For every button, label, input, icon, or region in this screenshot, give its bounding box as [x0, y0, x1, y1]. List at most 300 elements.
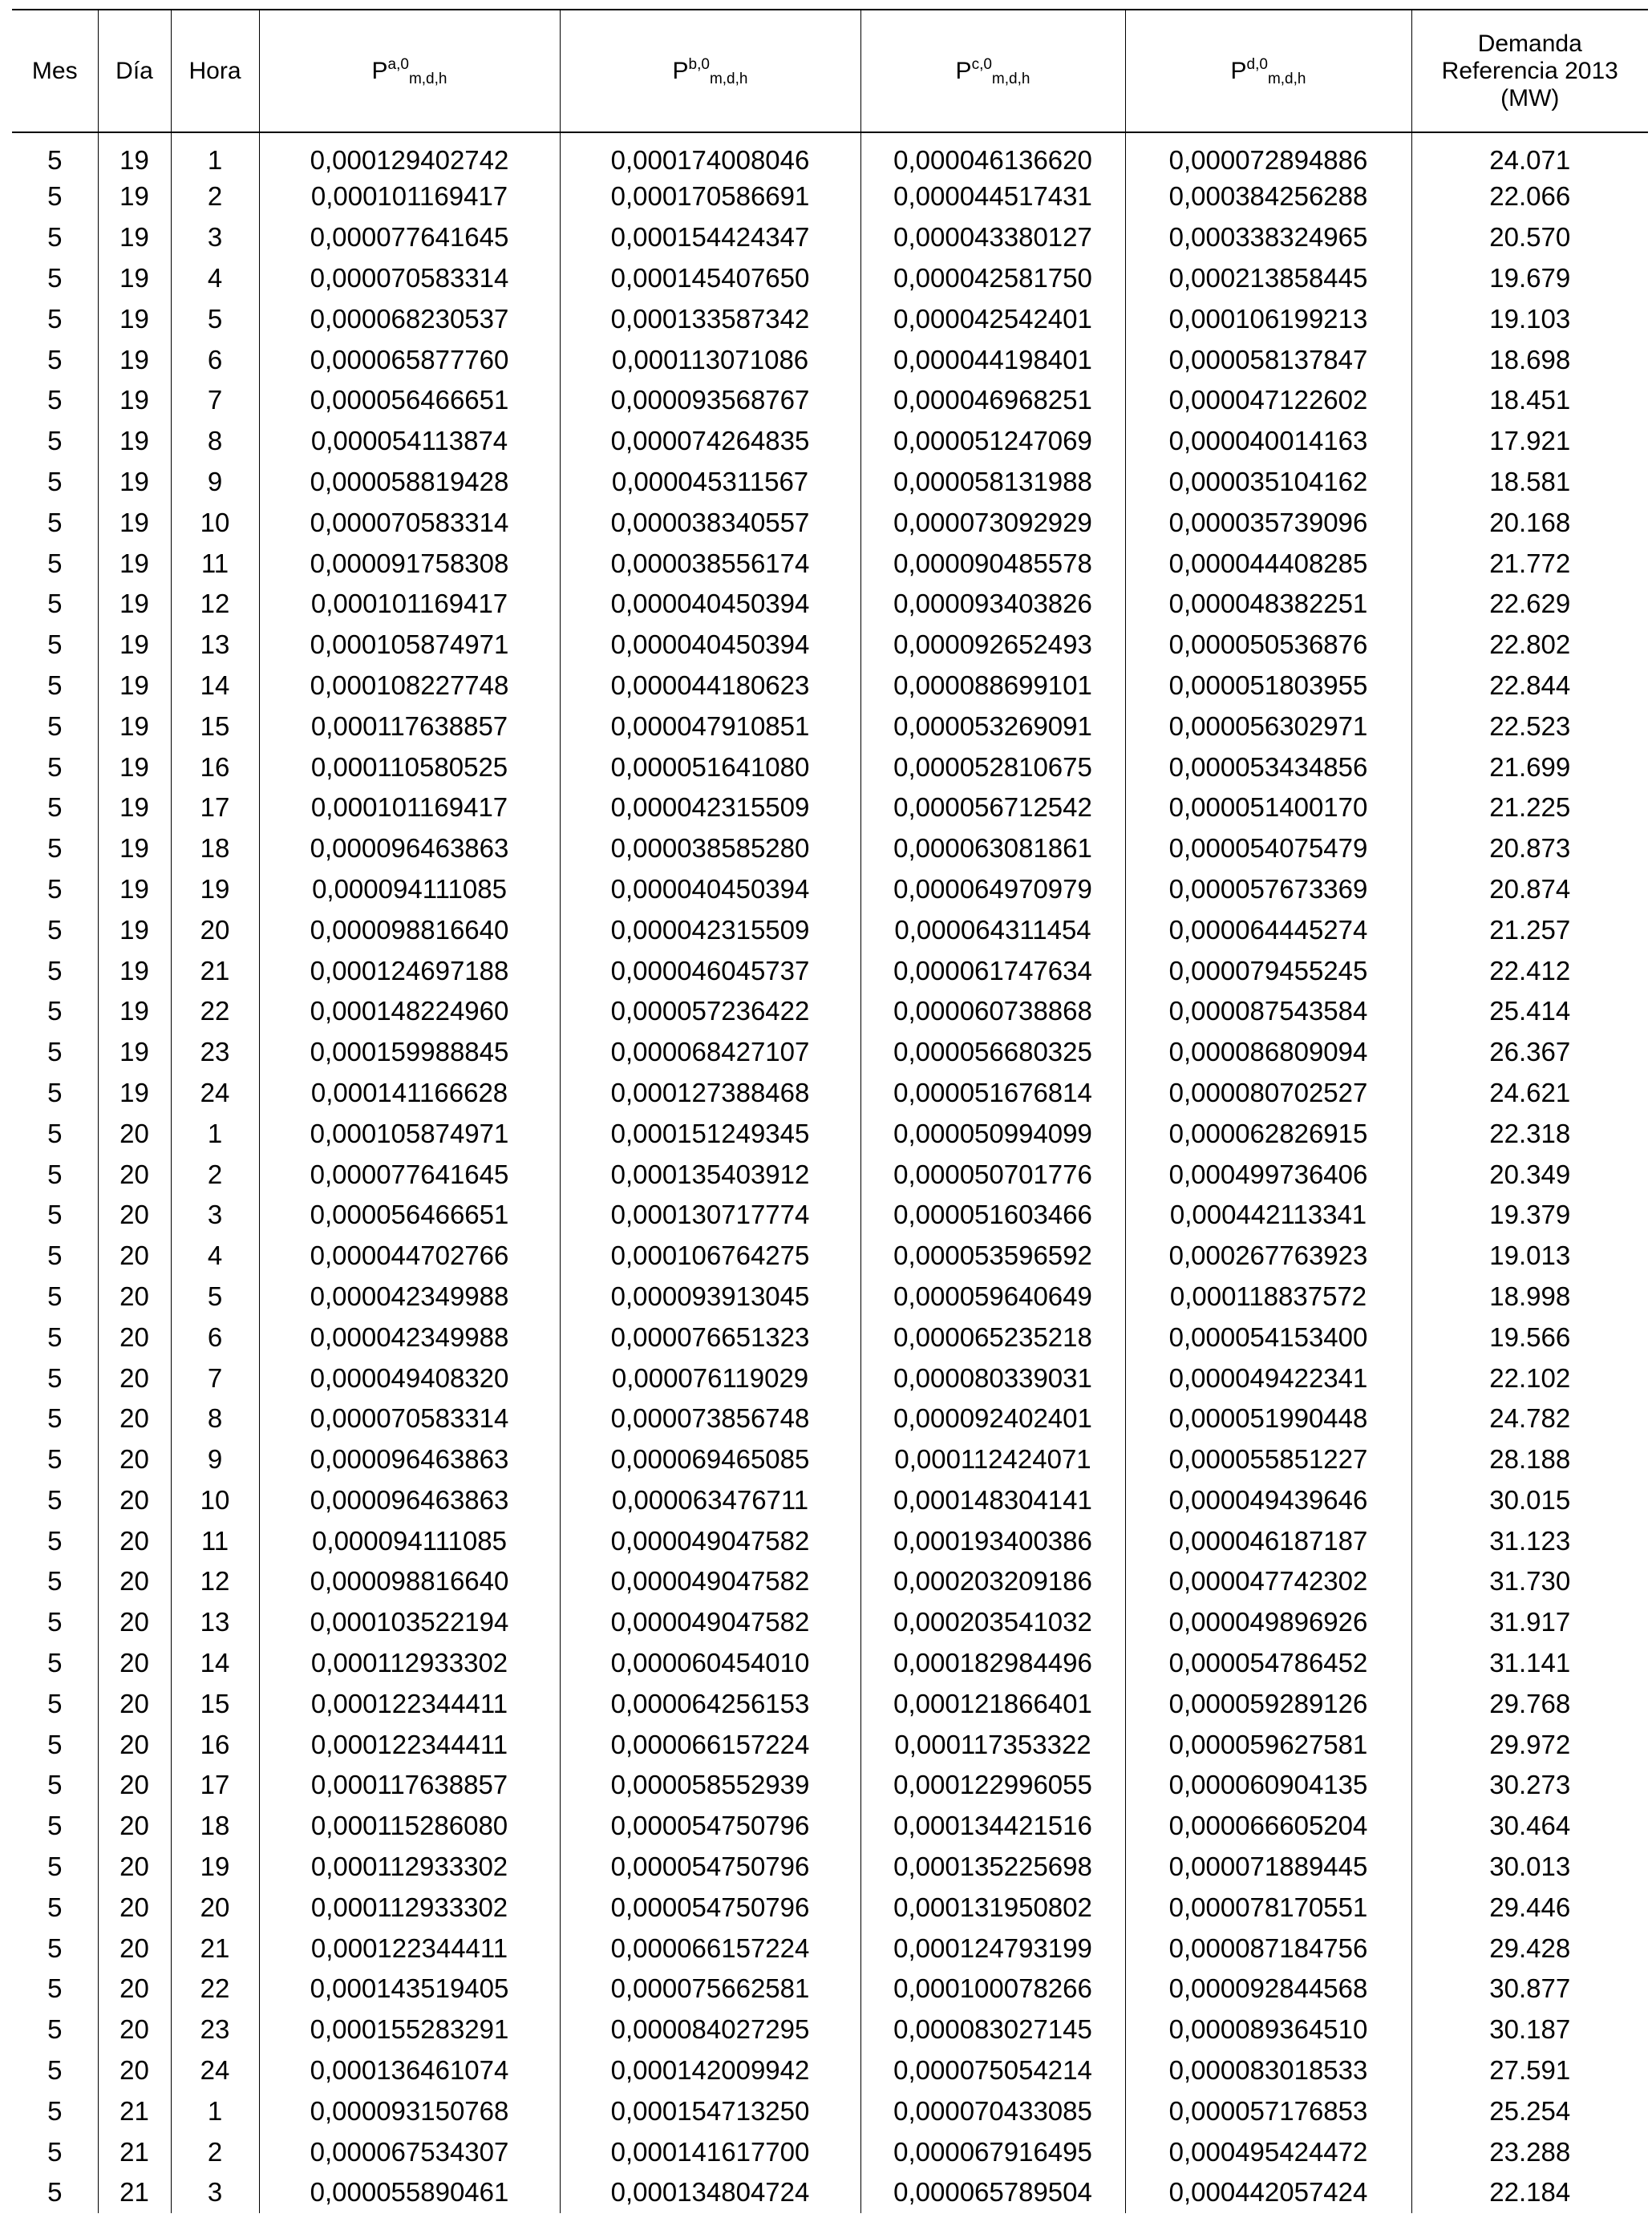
cell-mes: 5 [47, 2014, 63, 2045]
cell-demanda: 25.414 [1411, 991, 1648, 1032]
table-row [12, 1073, 1648, 1114]
table-row [12, 1154, 1648, 1195]
cell-demanda: 21.257 [1411, 909, 1648, 950]
cell-pb: 0,000154424347 [560, 217, 860, 258]
cell-pa: 0,000124697188 [259, 950, 560, 991]
cell-pa: 0,000148224960 [259, 991, 560, 1032]
cell-pa: 0,000110580525 [259, 747, 560, 787]
cell-hora: 19 [171, 869, 259, 910]
cell-pc: 0,000070433085 [860, 2090, 1125, 2131]
cell-pa: 0,000068230537 [259, 298, 560, 339]
table-row [12, 1439, 1648, 1480]
cell-hora: 7 [171, 380, 259, 421]
cell-pb: 0,000142009942 [560, 2050, 860, 2091]
header-pa-base: P [371, 57, 388, 84]
cell-mes: 5 [47, 833, 63, 864]
cell-hora: 21 [171, 950, 259, 991]
cell-pb: 0,000141617700 [560, 2131, 860, 2172]
cell-pc: 0,000058131988 [860, 462, 1125, 503]
cell-pd: 0,000057673369 [1125, 869, 1411, 910]
cell-pc: 0,000122996055 [860, 1765, 1125, 1806]
cell-dia: 20 [98, 1806, 171, 1847]
cell-pc: 0,000059640649 [860, 1277, 1125, 1317]
cell-demanda: 30.187 [1411, 2009, 1648, 2050]
cell-hora: 12 [171, 584, 259, 625]
table-row [12, 1806, 1648, 1847]
cell-mes: 5 [47, 1362, 63, 1393]
cell-pb: 0,000057236422 [560, 991, 860, 1032]
cell-pb: 0,000075662581 [560, 1969, 860, 2009]
table-row [12, 584, 1648, 625]
cell-pb: 0,000049047582 [560, 1602, 860, 1643]
cell-mes: 5 [47, 1484, 63, 1515]
cell-hora: 2 [171, 1154, 259, 1195]
cell-dia: 19 [98, 543, 171, 584]
cell-pb: 0,000074264835 [560, 421, 860, 462]
header-pa-sub: m,d,h [408, 70, 447, 87]
cell-demanda: 24.782 [1411, 1398, 1648, 1439]
cell-pd: 0,000087184756 [1125, 1928, 1411, 1969]
cell-demanda: 19.679 [1411, 258, 1648, 299]
cell-mes: 5 [47, 873, 63, 904]
cell-pc: 0,000050994099 [860, 1113, 1125, 1154]
cell-pd: 0,000044408285 [1125, 543, 1411, 584]
table-row [12, 2131, 1648, 2172]
cell-pc: 0,000063081861 [860, 828, 1125, 869]
cell-pa: 0,000117638857 [259, 706, 560, 747]
cell-demanda: 22.802 [1411, 625, 1648, 666]
cell-hora: 12 [171, 1561, 259, 1602]
cell-hora: 4 [171, 258, 259, 299]
cell-pc: 0,000053596592 [860, 1236, 1125, 1277]
cell-pb: 0,000054750796 [560, 1806, 860, 1847]
header-demanda-line3: (MW) [1500, 84, 1560, 111]
cell-hora: 6 [171, 339, 259, 380]
cell-dia: 19 [98, 462, 171, 503]
cell-pb: 0,000054750796 [560, 1887, 860, 1928]
cell-mes: 5 [47, 1281, 63, 1311]
table-row [12, 2009, 1648, 2050]
cell-mes: 5 [47, 2055, 63, 2086]
cell-pd: 0,000055851227 [1125, 1439, 1411, 1480]
cell-demanda: 30.877 [1411, 1969, 1648, 2009]
cell-dia: 19 [98, 909, 171, 950]
cell-pd: 0,000051990448 [1125, 1398, 1411, 1439]
cell-mes: 5 [47, 385, 63, 415]
header-pc-sub: m,d,h [991, 70, 1030, 87]
cell-demanda: 18.451 [1411, 380, 1648, 421]
cell-demanda: 24.621 [1411, 1073, 1648, 1114]
cell-pa: 0,000122344411 [259, 1683, 560, 1724]
header-demanda [1411, 10, 1648, 132]
cell-mes: 5 [47, 1525, 63, 1556]
cell-pb: 0,000066157224 [560, 1928, 860, 1969]
header-pd [1125, 10, 1411, 132]
cell-pb: 0,000044180623 [560, 666, 860, 706]
cell-pa: 0,000070583314 [259, 258, 560, 299]
cell-pd: 0,000213858445 [1125, 258, 1411, 299]
cell-pc: 0,000051676814 [860, 1073, 1125, 1114]
cell-pa: 0,000094111085 [259, 1520, 560, 1561]
cell-pc: 0,000052810675 [860, 747, 1125, 787]
cell-pc: 0,000044517431 [860, 176, 1125, 217]
cell-dia: 19 [98, 339, 171, 380]
cell-demanda: 23.288 [1411, 2131, 1648, 2172]
header-hora: Hora [171, 10, 259, 132]
cell-hora: 13 [171, 625, 259, 666]
table-row [12, 217, 1648, 258]
cell-demanda: 31.730 [1411, 1561, 1648, 1602]
cell-pa: 0,000112933302 [259, 1887, 560, 1928]
cell-dia: 20 [98, 1317, 171, 1358]
cell-demanda: 18.698 [1411, 339, 1648, 380]
cell-mes: 5 [47, 1892, 63, 1922]
cell-mes: 5 [47, 426, 63, 456]
cell-hora: 22 [171, 991, 259, 1032]
header-pa [259, 10, 560, 132]
cell-pd: 0,000066605204 [1125, 1806, 1411, 1847]
cell-dia: 19 [98, 421, 171, 462]
cell-pa: 0,000101169417 [259, 584, 560, 625]
table-row [12, 1561, 1648, 1602]
cell-pa: 0,000103522194 [259, 1602, 560, 1643]
cell-mes: 5 [47, 344, 63, 374]
cell-pb: 0,000130717774 [560, 1195, 860, 1236]
header-pc-base: P [955, 57, 972, 84]
cell-demanda: 26.367 [1411, 1032, 1648, 1073]
table-row [12, 502, 1648, 543]
cell-hora: 15 [171, 1683, 259, 1724]
cell-mes: 5 [47, 1240, 63, 1271]
header-pd-sup: d,0 [1246, 55, 1268, 73]
cell-pd: 0,000046187187 [1125, 1520, 1411, 1561]
cell-demanda: 22.184 [1411, 2172, 1648, 2213]
cell-pc: 0,000090485578 [860, 543, 1125, 584]
cell-demanda: 24.071 [1411, 132, 1648, 176]
cell-pd: 0,000054153400 [1125, 1317, 1411, 1358]
cell-pa: 0,000056466651 [259, 1195, 560, 1236]
table-row [12, 1724, 1648, 1765]
cell-pc: 0,000042581750 [860, 258, 1125, 299]
table-row [12, 132, 1648, 176]
cell-dia: 20 [98, 1724, 171, 1765]
cell-demanda: 22.066 [1411, 176, 1648, 217]
cell-dia: 20 [98, 1928, 171, 1969]
cell-hora: 4 [171, 1236, 259, 1277]
cell-pb: 0,000068427107 [560, 1032, 860, 1073]
table-row [12, 462, 1648, 503]
cell-mes: 5 [47, 507, 63, 537]
table-row [12, 380, 1648, 421]
header-pb-base: P [672, 57, 689, 84]
cell-demanda: 20.168 [1411, 502, 1648, 543]
cell-demanda: 18.581 [1411, 462, 1648, 503]
cell-pb: 0,000042315509 [560, 909, 860, 950]
table-row [12, 1277, 1648, 1317]
cell-pb: 0,000073856748 [560, 1398, 860, 1439]
cell-pa: 0,000042349988 [259, 1317, 560, 1358]
cell-pb: 0,000076651323 [560, 1317, 860, 1358]
cell-mes: 5 [47, 629, 63, 660]
cell-dia: 21 [98, 2131, 171, 2172]
cell-demanda: 21.772 [1411, 543, 1648, 584]
cell-mes: 5 [47, 751, 63, 782]
cell-dia: 20 [98, 1561, 171, 1602]
cell-pa: 0,000067534307 [259, 2131, 560, 2172]
cell-mes: 5 [47, 1648, 63, 1678]
cell-pc: 0,000117353322 [860, 1724, 1125, 1765]
cell-pd: 0,000049896926 [1125, 1602, 1411, 1643]
cell-hora: 3 [171, 1195, 259, 1236]
cell-mes: 5 [47, 792, 63, 823]
cell-mes: 5 [47, 710, 63, 741]
cell-pb: 0,000113071086 [560, 339, 860, 380]
cell-pd: 0,000087543584 [1125, 991, 1411, 1032]
cell-mes: 5 [47, 2095, 63, 2126]
cell-pc: 0,000093403826 [860, 584, 1125, 625]
cell-demanda: 30.015 [1411, 1480, 1648, 1521]
cell-dia: 19 [98, 950, 171, 991]
cell-pc: 0,000092402401 [860, 1398, 1125, 1439]
cell-demanda: 25.254 [1411, 2090, 1648, 2131]
cell-pd: 0,000384256288 [1125, 176, 1411, 217]
cell-mes: 5 [47, 1200, 63, 1230]
cell-demanda: 21.699 [1411, 747, 1648, 787]
cell-pc: 0,000051247069 [860, 421, 1125, 462]
cell-demanda: 28.188 [1411, 1439, 1648, 1480]
cell-hora: 8 [171, 1398, 259, 1439]
data-table [12, 9, 1648, 2213]
cell-dia: 20 [98, 1358, 171, 1398]
cell-pd: 0,000442057424 [1125, 2172, 1411, 2213]
header-pa-sup: a,0 [387, 55, 409, 73]
cell-pd: 0,000338324965 [1125, 217, 1411, 258]
cell-pb: 0,000047910851 [560, 706, 860, 747]
cell-pb: 0,000063476711 [560, 1480, 860, 1521]
cell-pb: 0,000045311567 [560, 462, 860, 503]
cell-mes: 5 [47, 1077, 63, 1107]
cell-pa: 0,000077641645 [259, 217, 560, 258]
cell-pa: 0,000136461074 [259, 2050, 560, 2091]
cell-dia: 20 [98, 2009, 171, 2050]
cell-pc: 0,000056680325 [860, 1032, 1125, 1073]
cell-pb: 0,000076119029 [560, 1358, 860, 1398]
cell-demanda: 30.464 [1411, 1806, 1648, 1847]
table-row [12, 1602, 1648, 1643]
table-row [12, 828, 1648, 869]
cell-mes: 5 [47, 262, 63, 293]
cell-dia: 20 [98, 1398, 171, 1439]
cell-dia: 19 [98, 132, 171, 176]
cell-hora: 6 [171, 1317, 259, 1358]
cell-pc: 0,000124793199 [860, 1928, 1125, 1969]
cell-pc: 0,000046136620 [860, 132, 1125, 176]
cell-hora: 5 [171, 298, 259, 339]
cell-mes: 5 [47, 145, 63, 175]
cell-mes: 5 [47, 1118, 63, 1148]
cell-pb: 0,000038340557 [560, 502, 860, 543]
cell-pd: 0,000071889445 [1125, 1847, 1411, 1888]
cell-pa: 0,000070583314 [259, 502, 560, 543]
cell-pd: 0,000053434856 [1125, 747, 1411, 787]
cell-dia: 19 [98, 1032, 171, 1073]
cell-demanda: 19.013 [1411, 1236, 1648, 1277]
cell-demanda: 31.123 [1411, 1520, 1648, 1561]
header-demanda-line1: Demanda [1477, 30, 1582, 57]
table-row [12, 1032, 1648, 1073]
cell-pb: 0,000042315509 [560, 787, 860, 828]
cell-demanda: 21.225 [1411, 787, 1648, 828]
cell-hora: 11 [171, 1520, 259, 1561]
cell-mes: 5 [47, 303, 63, 334]
cell-pc: 0,000075054214 [860, 2050, 1125, 2091]
cell-hora: 23 [171, 1032, 259, 1073]
table-row [12, 991, 1648, 1032]
cell-pc: 0,000051603466 [860, 1195, 1125, 1236]
cell-dia: 20 [98, 1480, 171, 1521]
table-row [12, 666, 1648, 706]
cell-dia: 19 [98, 1073, 171, 1114]
cell-pa: 0,000093150768 [259, 2090, 560, 2131]
cell-dia: 20 [98, 1602, 171, 1643]
cell-demanda: 31.917 [1411, 1602, 1648, 1643]
table-row [12, 1928, 1648, 1969]
header-row [12, 10, 1648, 132]
cell-pb: 0,000046045737 [560, 950, 860, 991]
cell-pa: 0,000070583314 [259, 1398, 560, 1439]
cell-pd: 0,000059289126 [1125, 1683, 1411, 1724]
cell-pc: 0,000080339031 [860, 1358, 1125, 1398]
table-row [12, 1643, 1648, 1684]
cell-dia: 19 [98, 217, 171, 258]
cell-pa: 0,000056466651 [259, 380, 560, 421]
cell-pc: 0,000203209186 [860, 1561, 1125, 1602]
cell-hora: 14 [171, 666, 259, 706]
cell-hora: 21 [171, 1928, 259, 1969]
cell-demanda: 20.349 [1411, 1154, 1648, 1195]
header-pd-sub: m,d,h [1267, 70, 1306, 87]
header-pb-sub: m,d,h [709, 70, 748, 87]
cell-pd: 0,000059627581 [1125, 1724, 1411, 1765]
cell-hora: 16 [171, 1724, 259, 1765]
cell-pd: 0,000080702527 [1125, 1073, 1411, 1114]
table-row [12, 421, 1648, 462]
cell-mes: 5 [47, 1607, 63, 1637]
table-row [12, 706, 1648, 747]
cell-pd: 0,000058137847 [1125, 339, 1411, 380]
cell-dia: 20 [98, 1643, 171, 1684]
cell-pc: 0,000060738868 [860, 991, 1125, 1032]
cell-pc: 0,000053269091 [860, 706, 1125, 747]
cell-pc: 0,000046968251 [860, 380, 1125, 421]
table-row [12, 950, 1648, 991]
cell-pb: 0,000040450394 [560, 584, 860, 625]
cell-pa: 0,000096463863 [259, 1480, 560, 1521]
cell-hora: 23 [171, 2009, 259, 2050]
cell-pc: 0,000044198401 [860, 339, 1125, 380]
cell-demanda: 19.379 [1411, 1195, 1648, 1236]
cell-dia: 21 [98, 2172, 171, 2213]
cell-pb: 0,000133587342 [560, 298, 860, 339]
cell-pb: 0,000060454010 [560, 1643, 860, 1684]
cell-hora: 15 [171, 706, 259, 747]
cell-hora: 7 [171, 1358, 259, 1398]
cell-pb: 0,000093913045 [560, 1277, 860, 1317]
table-row [12, 1236, 1648, 1277]
cell-pb: 0,000135403912 [560, 1154, 860, 1195]
cell-hora: 17 [171, 787, 259, 828]
cell-pa: 0,000098816640 [259, 909, 560, 950]
cell-demanda: 20.874 [1411, 869, 1648, 910]
cell-pd: 0,000057176853 [1125, 2090, 1411, 2131]
cell-pa: 0,000101169417 [259, 176, 560, 217]
cell-pa: 0,000141166628 [259, 1073, 560, 1114]
cell-hora: 24 [171, 1073, 259, 1114]
header-pb [560, 10, 860, 132]
cell-pc: 0,000083027145 [860, 2009, 1125, 2050]
cell-dia: 19 [98, 706, 171, 747]
cell-demanda: 19.103 [1411, 298, 1648, 339]
cell-pb: 0,000049047582 [560, 1520, 860, 1561]
cell-dia: 19 [98, 666, 171, 706]
cell-pc: 0,000148304141 [860, 1480, 1125, 1521]
cell-pc: 0,000092652493 [860, 625, 1125, 666]
cell-pa: 0,000096463863 [259, 828, 560, 869]
cell-demanda: 22.629 [1411, 584, 1648, 625]
cell-pb: 0,000040450394 [560, 869, 860, 910]
cell-pa: 0,000115286080 [259, 1806, 560, 1847]
cell-pa: 0,000094111085 [259, 869, 560, 910]
cell-pa: 0,000098816640 [259, 1561, 560, 1602]
cell-dia: 19 [98, 787, 171, 828]
cell-hora: 10 [171, 502, 259, 543]
cell-demanda: 29.446 [1411, 1887, 1648, 1928]
cell-dia: 19 [98, 298, 171, 339]
cell-hora: 1 [171, 1113, 259, 1154]
table-row [12, 869, 1648, 910]
cell-pd: 0,000054075479 [1125, 828, 1411, 869]
cell-pd: 0,000083018533 [1125, 2050, 1411, 2091]
cell-pd: 0,000118837572 [1125, 1277, 1411, 1317]
cell-dia: 20 [98, 1195, 171, 1236]
cell-pc: 0,000121866401 [860, 1683, 1125, 1724]
cell-demanda: 22.412 [1411, 950, 1648, 991]
cell-dia: 20 [98, 1847, 171, 1888]
cell-pb: 0,000066157224 [560, 1724, 860, 1765]
cell-hora: 5 [171, 1277, 259, 1317]
cell-hora: 1 [171, 2090, 259, 2131]
cell-hora: 13 [171, 1602, 259, 1643]
cell-mes: 5 [47, 1973, 63, 2004]
table-row [12, 1358, 1648, 1398]
cell-pa: 0,000096463863 [259, 1439, 560, 1480]
cell-pc: 0,000193400386 [860, 1520, 1125, 1561]
table-row [12, 2050, 1648, 2091]
cell-pc: 0,000065235218 [860, 1317, 1125, 1358]
cell-pb: 0,000040450394 [560, 625, 860, 666]
table-row [12, 1847, 1648, 1888]
cell-demanda: 29.428 [1411, 1928, 1648, 1969]
cell-demanda: 22.102 [1411, 1358, 1648, 1398]
cell-pd: 0,000079455245 [1125, 950, 1411, 991]
cell-pb: 0,000069465085 [560, 1439, 860, 1480]
cell-dia: 20 [98, 1154, 171, 1195]
cell-demanda: 17.921 [1411, 421, 1648, 462]
table-row [12, 787, 1648, 828]
header-pc-sup: c,0 [971, 55, 992, 73]
cell-pd: 0,000062826915 [1125, 1113, 1411, 1154]
cell-pa: 0,000129402742 [259, 132, 560, 176]
